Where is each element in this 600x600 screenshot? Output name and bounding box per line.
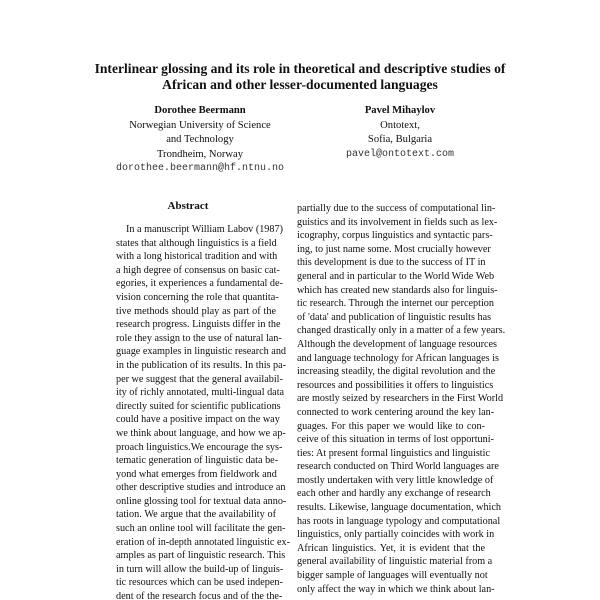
author-name: Pavel Mihaylov	[364, 105, 436, 116]
abstract-line: online glossing tool for textual data anno-	[116, 495, 287, 507]
author-affiliation-line: Trondheim, Norway	[156, 148, 244, 160]
body-line: tic research. Through the internet our perception	[297, 298, 494, 310]
body-line: general availability of linguistic material from a	[297, 556, 493, 568]
author-affiliation-line: and Technology	[166, 134, 234, 145]
body-line: ties: At present formal linguistics and linguistic	[297, 447, 490, 459]
paper-title	[40, 61, 560, 93]
body-line: results. Likewise, language documentation, which	[297, 502, 501, 514]
abstract-line: a high degree of consensus on basic cat-	[116, 264, 280, 276]
abstract-line: proach linguistics.We encourage the sys-	[116, 441, 283, 453]
abstract-line: amples as part of linguistic research. This	[116, 550, 286, 562]
body-line: only affect the way in which we think about lan-	[297, 583, 495, 595]
body-line: ing, to just name some. Most crucially however	[297, 243, 491, 255]
body-line: African linguistics. Yet, it is evident that the	[297, 542, 485, 554]
body-line: research conducted on Third World languages are	[297, 461, 499, 473]
abstract-line: other descriptive studies and introduce an	[116, 482, 286, 494]
abstract-line: dent of the research focus and of the the-	[116, 591, 283, 600]
body-line: are mostly seized by researchers in the First World	[297, 393, 504, 405]
body-line: and language technology for African languages is	[297, 352, 499, 364]
abstract-line: tive methods should play as part of the	[116, 305, 276, 317]
abstract-heading: Abstract	[167, 200, 209, 212]
abstract-line: could have a positive impact on the way	[116, 414, 280, 426]
body-line: each other and hardly any exchange of research	[297, 488, 491, 500]
author-name: Dorothee Beermann	[154, 105, 246, 116]
body-line: this development is due to the success of IT in	[297, 257, 486, 269]
body-line: has roots in language typology and computational	[297, 515, 501, 527]
body-line: of 'data' and publication of linguistic results has	[297, 311, 492, 323]
body-line: guages. For this paper we would like to con-	[297, 420, 485, 432]
abstract-line: such an online tool will facilitate the gen-	[116, 523, 286, 535]
abstract-body	[116, 223, 290, 600]
abstract-line: tic resources which can be used indepen-	[116, 577, 283, 589]
abstract-line: guage examples in linguistic research and	[116, 346, 287, 358]
abstract-line: In a manuscript William Labov (1987)	[126, 224, 283, 235]
abstract-line: per we suggest that the general availabil-	[116, 373, 283, 385]
body-line: which has created new standards also for linguis-	[297, 284, 498, 296]
abstract-line: directly suited for scientific publications	[116, 400, 281, 412]
body-line: resources and possibilities it offers to linguistics	[297, 379, 494, 391]
body-line: connected to work centering around the key lan-	[297, 406, 495, 418]
body-line: increasing steadily, the digital revolution and the	[297, 366, 496, 378]
author-affiliation-line: Ontotext,	[380, 119, 420, 131]
author-email: pavel@ontotext.com	[345, 148, 455, 160]
author-email: dorothee.beermann@hf.ntnu.no	[115, 163, 285, 174]
body-line: changed drastically only in a matter of a few years.	[297, 325, 506, 337]
title-line-2: African and other lesser-documented languages	[162, 77, 438, 92]
body-line: linguistics, only partially coincides with work in	[297, 529, 495, 541]
abstract-line: states that although linguistics is a field	[116, 237, 277, 249]
title-line-1: Interlinear glossing and its role in theoretical and descriptive studies of	[94, 61, 506, 76]
body-line: partially due to the success of computational lin-	[297, 203, 496, 214]
abstract-line: we think about language, and how we ap-	[116, 427, 286, 439]
body-line: mostly undertaken with very little knowledge of	[297, 474, 494, 486]
abstract-line: yond what emerges from fieldwork and	[116, 468, 277, 480]
author-affiliation-line: Norwegian University of Science	[129, 119, 271, 131]
abstract-line: egories, it experiences a fundamental de-	[116, 278, 283, 290]
author-affiliation-line: Sofia, Bulgaria	[367, 134, 433, 145]
abstract-line: in the publication of its results. In this pa-	[116, 359, 287, 371]
abstract-line: role they assign to the use of natural lan-	[116, 332, 282, 344]
author-block-2	[300, 104, 500, 162]
abstract-line: eration of in-depth annotated linguistic ex-	[116, 536, 290, 548]
body-line: icography, corpus linguistics and syntactic pars-	[297, 230, 493, 242]
body-line: general and in particular to the World Wide Web	[297, 270, 495, 282]
abstract-line: research progress. Linguists differ in the	[116, 319, 281, 331]
abstract-line: with a long historical tradition and with	[116, 251, 278, 263]
abstract-line: tematic generation of linguistic data be-	[116, 455, 279, 467]
body-line: ceive of this situation in terms of lost opportuni-	[297, 434, 494, 446]
abstract-line: tation. We argue that the availability of	[116, 509, 276, 521]
body-line: Although the development of language resources	[297, 338, 498, 350]
body-line: bigger sample of languages will eventually not	[297, 570, 488, 582]
abstract-line: in turn will allow the build-up of linguis-	[116, 563, 284, 575]
body-text-column	[297, 202, 506, 596]
abstract-line: vision concerning the role that quantita-	[116, 291, 279, 303]
body-line: guistics and its involvement in fields such as lex-	[297, 216, 498, 228]
author-block-1	[100, 104, 300, 177]
abstract-line: ity of richly annotated, multi-lingual data	[116, 387, 285, 399]
